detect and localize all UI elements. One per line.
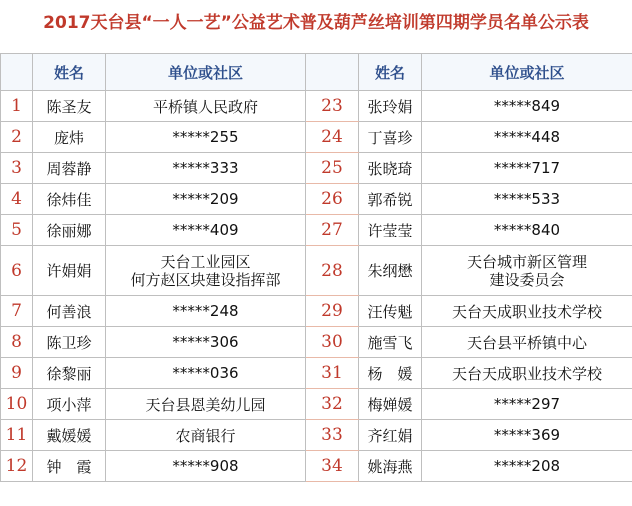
row-number-left: 7 [1,296,33,327]
unit-line: *****209 [172,190,239,208]
table-row [1,358,632,389]
name-right: 朱纲懋 [359,246,422,296]
name-right: 张玲娟 [359,91,422,122]
row-number-right: 27 [306,215,359,246]
table-row [1,389,632,420]
unit-left [106,389,306,420]
name-left: 钟 霞 [33,451,106,482]
unit-right [422,246,632,296]
unit-right [422,296,632,327]
unit-line: *****248 [172,302,239,320]
name-left: 陈圣友 [33,91,106,122]
unit-right [422,153,632,184]
unit-line: *****297 [493,395,561,413]
row-number-right: 28 [306,246,359,296]
unit-line: 天台天成职业技术学校 [451,302,602,321]
header-no-right [306,54,359,91]
row-number-right: 33 [306,420,359,451]
header-unit-right: 单位或社区 [422,54,632,91]
header-name-right: 姓名 [359,54,422,91]
name-left: 许娟娟 [33,246,106,296]
unit-line: *****533 [493,190,561,208]
row-number-left: 8 [1,327,33,358]
unit-line: 天台县平桥镇中心 [466,333,587,352]
unit-line: *****369 [493,426,561,444]
header-name-left: 姓名 [33,54,106,91]
unit-right [422,358,632,389]
name-left: 陈卫珍 [33,327,106,358]
unit-right [422,122,632,153]
row-number-right: 26 [306,184,359,215]
unit-left [106,420,306,451]
unit-left [106,296,306,327]
name-left: 庞炜 [33,122,106,153]
unit-right [422,451,632,482]
table-row [1,246,632,296]
unit-line: 天台天成职业技术学校 [451,364,602,383]
unit-line: 天台县恩美幼儿园 [145,395,266,414]
header-row [1,54,632,91]
row-number-left: 6 [1,246,33,296]
unit-left [106,327,306,358]
unit-line: *****208 [493,457,561,475]
unit-left [106,122,306,153]
unit-line: 平桥镇人民政府 [152,97,258,116]
name-left: 徐黎丽 [33,358,106,389]
name-right: 许莹莹 [359,215,422,246]
table-row [1,122,632,153]
name-right: 齐红娟 [359,420,422,451]
row-number-left: 4 [1,184,33,215]
row-number-right: 34 [306,451,359,482]
row-number-left: 10 [1,389,33,420]
unit-right [422,420,632,451]
name-left: 周蓉静 [33,153,106,184]
unit-line: *****717 [493,159,561,177]
unit-left [106,246,306,296]
name-right: 姚海燕 [359,451,422,482]
row-number-left: 5 [1,215,33,246]
unit-left [106,184,306,215]
row-number-left: 1 [1,91,33,122]
name-right: 杨 媛 [359,358,422,389]
unit-left [106,451,306,482]
name-right: 施雪飞 [359,327,422,358]
row-number-right: 25 [306,153,359,184]
table-row [1,153,632,184]
row-number-left: 2 [1,122,33,153]
row-number-right: 23 [306,91,359,122]
unit-line: *****036 [172,364,239,382]
unit-right [422,215,632,246]
unit-line: 天台城市新区管理 [466,252,587,271]
table-row [1,184,632,215]
row-number-right: 32 [306,389,359,420]
name-left: 何善浪 [33,296,106,327]
unit-line: *****849 [493,97,561,115]
table-row [1,215,632,246]
name-left: 徐炜佳 [33,184,106,215]
unit-line: *****306 [172,333,239,351]
name-right: 郭希锐 [359,184,422,215]
name-right: 丁喜珍 [359,122,422,153]
name-right: 张晓琦 [359,153,422,184]
header-unit-left: 单位或社区 [106,54,306,91]
unit-line: 天台工业园区 [160,252,251,271]
roster-table [0,53,632,482]
unit-line: 农商银行 [175,426,236,445]
unit-line: *****409 [172,221,239,239]
table-row [1,451,632,482]
name-left: 徐丽娜 [33,215,106,246]
table-row [1,327,632,358]
row-number-left: 12 [1,451,33,482]
unit-left [106,91,306,122]
header-no-left [1,54,33,91]
row-number-left: 3 [1,153,33,184]
row-number-left: 11 [1,420,33,451]
name-left: 戴媛媛 [33,420,106,451]
row-number-right: 29 [306,296,359,327]
unit-line: 建设委员会 [489,270,565,289]
row-number-right: 24 [306,122,359,153]
row-number-right: 30 [306,327,359,358]
row-number-right: 31 [306,358,359,389]
unit-line: *****840 [493,221,561,239]
unit-line: *****255 [172,128,239,146]
name-right: 梅婵媛 [359,389,422,420]
table-row [1,420,632,451]
unit-line: 何方赵区块建设指挥部 [130,270,281,289]
unit-right [422,184,632,215]
table-row [1,91,632,122]
row-number-left: 9 [1,358,33,389]
unit-left [106,358,306,389]
unit-right [422,91,632,122]
unit-line: *****908 [172,457,239,475]
unit-right [422,389,632,420]
unit-line: *****448 [493,128,561,146]
unit-line: *****333 [172,159,239,177]
unit-left [106,215,306,246]
name-left: 项小萍 [33,389,106,420]
unit-right [422,327,632,358]
table-row [1,296,632,327]
page-title: 2017天台县“一人一艺”公益艺术普及葫芦丝培训第四期学员名单公示表 [43,13,589,33]
unit-left [106,153,306,184]
name-right: 汪传魁 [359,296,422,327]
